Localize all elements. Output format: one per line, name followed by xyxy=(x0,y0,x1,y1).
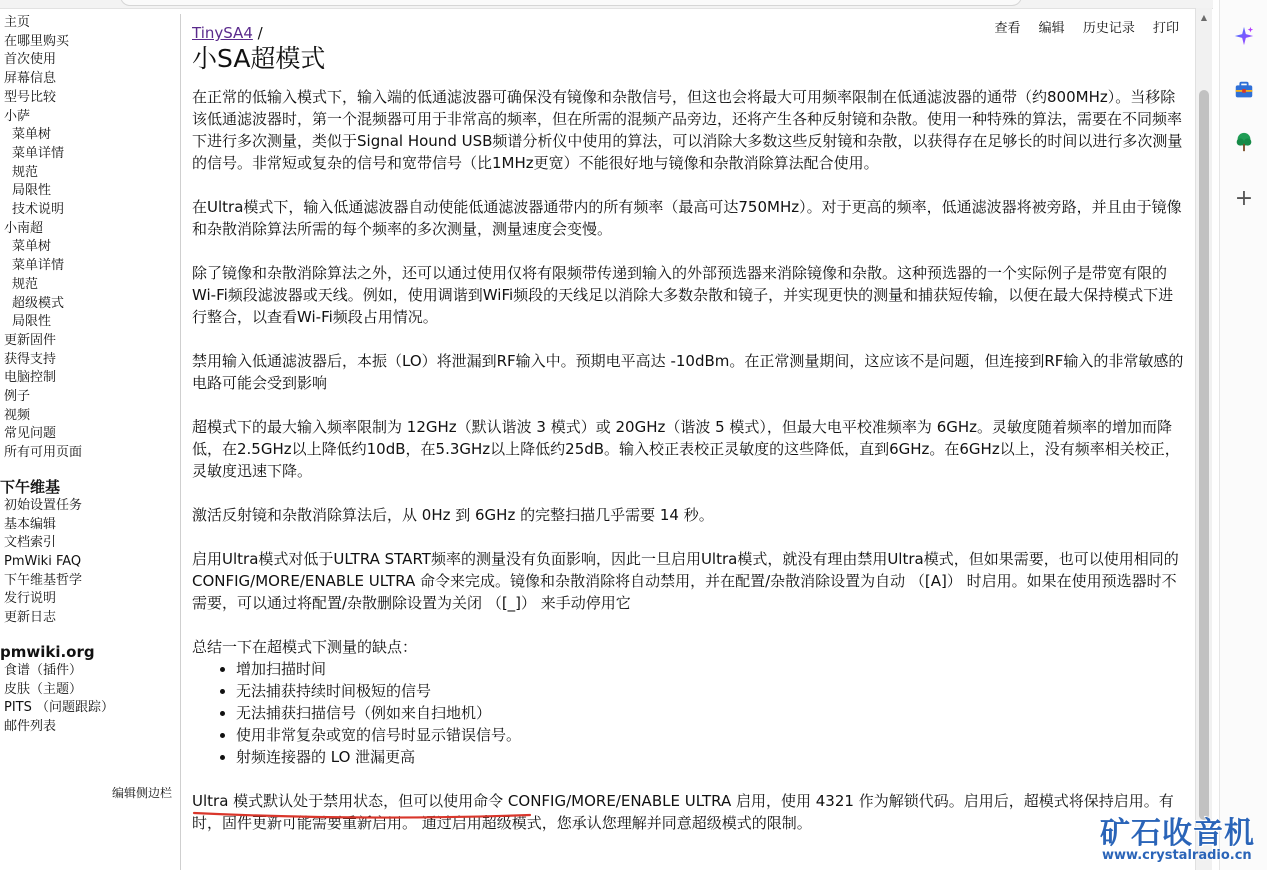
sidebar-item-tinysa-tech-notes[interactable]: 技术说明 xyxy=(12,202,65,218)
paragraph-ultra-lowpass: 在Ultra模式下，输入低通滤波器自动使能低通滤波器通带内的所有频率（最高可达750MHz）。对于更高的频率，低通滤波器将被旁路，并且由于镜像和杂散消除算法所需的每个频率的多次测量，测量速度会变慢。 xyxy=(192,198,1182,238)
list-item: • 无法捕获持续时间极短的信号 xyxy=(236,680,1185,702)
tree-icon[interactable] xyxy=(1232,130,1256,154)
print-action[interactable]: 打印 xyxy=(1152,21,1179,36)
main-content xyxy=(192,14,1185,870)
drawbacks-list xyxy=(192,658,1185,768)
sidebar-item-update-firmware[interactable]: 更新固件 xyxy=(4,332,57,348)
sidebar-item-release-notes[interactable]: 发行说明 xyxy=(4,591,57,607)
scroll-thumb[interactable] xyxy=(1199,90,1209,820)
sidebar-item-pc-control[interactable]: 电脑控制 xyxy=(4,370,57,386)
sidebar-item-get-support[interactable]: 获得支持 xyxy=(4,351,57,367)
sidebar-item-all-pages[interactable]: 所有可用页面 xyxy=(4,445,83,461)
sidebar-heading-pmwiki: 下午维基 xyxy=(0,477,61,496)
sidebar-item-changelog[interactable]: 更新日志 xyxy=(4,610,57,626)
sidebar-item-initial-setup[interactable]: 初始设置任务 xyxy=(4,497,83,513)
paragraph-default-disabled: Ultra 模式默认处于禁用状态，但可以使用命令 CONFIG/MORE/ENABLE ULTRA 启用，使用 4321 作为解锁代码。启用后，超模式将保持启用。有时，固件更新可能需要重新启用。 通过启用超级模式，您承认您理解并同意超级模式的限制。 xyxy=(192,792,1174,832)
sidebar-item-home[interactable]: 主页 xyxy=(4,15,31,30)
sidebar-heading-pmwiki-org: pmwiki.org xyxy=(0,642,95,661)
sidebar-item-cookbook[interactable]: 食谱（插件） xyxy=(4,662,83,678)
paragraph-lo-leakage: 禁用输入低通滤波器后，本振（LO）将泄漏到RF输入中。预期电平高达 -10dBm。在正常测量期间，这应该不是问题，但连接到RF输入的非常敏感的电路可能会受到影响 xyxy=(192,352,1184,392)
list-item: • 射频连接器的 LO 泄漏更高 xyxy=(236,746,1185,768)
sidebar-item-mailing-lists[interactable]: 邮件列表 xyxy=(4,718,57,734)
wiki-sidebar xyxy=(0,14,178,870)
copilot-sparkle-icon[interactable] xyxy=(1232,24,1256,48)
page-title: 小SA超模式 xyxy=(192,44,326,73)
browser-side-rail xyxy=(1219,0,1267,870)
history-action[interactable]: 历史记录 xyxy=(1082,21,1135,36)
sidebar-item-tinysa-menu-tree[interactable]: 菜单树 xyxy=(12,127,52,143)
sidebar-item-ultra-limitations[interactable]: 局限性 xyxy=(12,314,52,330)
sidebar-item-doc-index[interactable]: 文档索引 xyxy=(4,535,57,551)
sidebar-item-screen-info[interactable]: 屏幕信息 xyxy=(4,71,57,87)
page-scrollbar[interactable] xyxy=(1195,8,1212,870)
toolbox-icon[interactable] xyxy=(1232,78,1256,102)
sidebar-item-ultra-menu-tree[interactable]: 菜单树 xyxy=(12,239,52,255)
sidebar-item-ultra-menu-details[interactable]: 菜单详情 xyxy=(12,258,65,274)
sidebar-item-model-comparison[interactable]: 型号比较 xyxy=(4,89,57,105)
sidebar-item-ultra-specs[interactable]: 规范 xyxy=(12,276,39,292)
paragraph-enable-ultra: 启用Ultra模式对低于ULTRA START频率的测量没有负面影响，因此一旦启用Ultra模式，就没有理由禁用Ultra模式，但如果需要，也可以使用相同的CONFIG/MORE/ENABLE ULTRA 命令来完成。镜像和杂散消除将自动禁用，并在配置/杂散消除设置为自动 （[A]） 时启用。如果在使用预选器时不需要，可以通过将配置/杂散删除设置为关闭 （[_]） 来手动停用它 xyxy=(192,550,1179,612)
paragraph-scan-time: 激活反射镜和杂散消除算法后，从 0Hz 到 6GHz 的完整扫描几乎需要 14 秒。 xyxy=(192,506,714,524)
sidebar-item-skins[interactable]: 皮肤（主题） xyxy=(4,681,83,697)
sidebar-item-tinysa-menu-details[interactable]: 菜单详情 xyxy=(12,145,65,161)
edit-sidebar-link[interactable]: 编辑侧边栏 xyxy=(111,786,172,800)
watermark-url: www.crystalradio.cn xyxy=(1102,848,1252,863)
sidebar-item-tinysa[interactable]: 小萨 xyxy=(4,108,31,124)
sidebar-item-pits[interactable]: PITS （问题跟踪） xyxy=(4,700,114,716)
sidebar-item-pmwiki-philosophy[interactable]: 下午维基哲学 xyxy=(4,572,83,588)
address-bar-edge[interactable] xyxy=(120,0,1022,6)
sidebar-item-examples[interactable]: 例子 xyxy=(4,389,31,405)
browser-top-strip xyxy=(0,0,1213,9)
sidebar-item-faq[interactable]: 常见问题 xyxy=(4,426,57,442)
breadcrumb-separator: / xyxy=(257,24,263,42)
drawbacks-intro: 总结一下在超模式下测量的缺点： xyxy=(192,638,418,656)
scroll-up-arrow-icon[interactable]: ▲ xyxy=(1200,13,1208,22)
sidebar-item-tinysa-limitations[interactable]: 局限性 xyxy=(12,183,52,199)
add-icon[interactable]: + xyxy=(1234,185,1254,211)
sidebar-item-tinysa-specs[interactable]: 规范 xyxy=(12,164,39,180)
watermark-brand: 矿石收音机 xyxy=(1100,816,1255,851)
list-item: • 增加扫描时间 xyxy=(236,658,1185,680)
sidebar-item-tinysa-ultra[interactable]: 小南超 xyxy=(4,220,44,236)
paragraph-preselector: 除了镜像和杂散消除算法之外，还可以通过使用仅将有限频带传递到输入的外部预选器来消除镜像和杂散。这种预选器的一个实际例子是带宽有限的Wi-Fi频段滤波器或天线。例如，使用调谐到WiFi频段的天线足以消除大多数杂散和镜子，并实现更快的测量和捕获短传输，以便在最大保持模式下进行整合，以查看Wi-Fi频段占用情况。 xyxy=(192,264,1174,326)
view-action[interactable]: 查看 xyxy=(994,21,1021,36)
sidebar-item-pmwiki-faq[interactable]: PmWiki FAQ xyxy=(4,553,82,569)
sidebar-item-basic-editing[interactable]: 基本编辑 xyxy=(4,516,57,532)
page-actions xyxy=(981,17,1179,36)
paragraph-max-frequency: 超模式下的最大输入频率限制为 12GHz（默认谐波 3 模式）或 20GHz（谐波 5 模式），但最大电平校准频率为 6GHz。灵敏度随着频率的增加而降低，在2.5GHz以上降低约10dB，在5.3GHz以上降低约25dB。输入校正表校正灵敏度的这些降低，直到6GHz。在6GHz以上，没有频率相关校正，灵敏度迅速下降。 xyxy=(192,418,1180,480)
paragraph-default-disabled-wrap xyxy=(192,790,1185,834)
sidebar-item-where-to-buy[interactable]: 在哪里购买 xyxy=(4,33,70,49)
sidebar-item-videos[interactable]: 视频 xyxy=(4,407,31,423)
red-underline-annotation xyxy=(192,810,532,820)
paragraph-intro: 在正常的低输入模式下，输入端的低通滤波器可确保没有镜像和杂散信号，但这也会将最大可用频率限制在低通滤波器的通带（约800MHz）。当移除该低通滤波器时，第一个混频器可用于非常高的频率，但在所需的混频产品旁边，还将产生各种反射镜和杂散。使用一种特殊的算法，需要在不同频率下进行多次测量，类似于Signal Hound USB频谱分析仪中使用的算法，可以消除大多数这些反射镜和杂散，以获得存在足够长的时间以进行多次测量的信号。非常短或复杂的信号和宽带信号（比1MHz更宽）不能很好地与镜像和杂散消除算法配合使用。 xyxy=(192,88,1183,172)
sidebar-item-first-use[interactable]: 首次使用 xyxy=(4,52,57,68)
edit-action[interactable]: 编辑 xyxy=(1038,21,1065,36)
sidebar-item-ultra-mode[interactable]: 超级模式 xyxy=(12,295,65,311)
list-item: • 使用非常复杂或宽的信号时显示错误信号。 xyxy=(236,724,1185,746)
breadcrumb-group-link[interactable]: TinySA4 xyxy=(192,24,253,42)
list-item: • 无法捕获扫描信号（例如来自扫地机） xyxy=(236,702,1185,724)
content-divider xyxy=(180,14,181,870)
